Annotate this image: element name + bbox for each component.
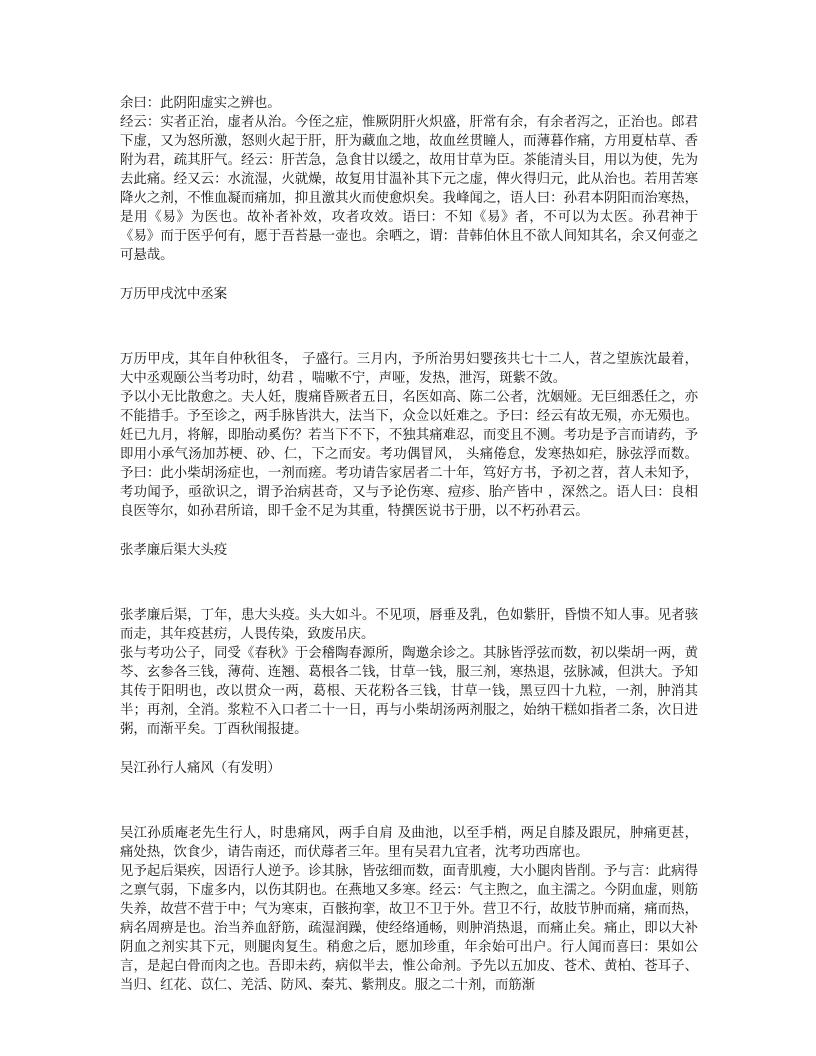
section-sun-paragraph-2: 见予起后渠疾，因语行人逆予。诊其脉，皆弦细而数，面青肌瘦，大小腿肉皆削。予与言：此病得之禀气弱，下虚多内，以伤其阴也。在燕地又多寒。经云：气主煦之，血主濡之。今阴血虚，则筋失养，故营不营于中；气为寒束，百骸拘挛，故卫不卫于外。营卫不行，故肢节肿而痛，痛而热，病名周痹是也。治当养血舒筋，疏湿润躁，使经络通畅，则肿消热退，而痛止矣。痛止，即以大补阴血之剂实其下元，则腿肉复生。稍愈之后，愿加珍重，年余始可出户。行人闻而喜曰：果如公言，是起白骨而肉之也。吾即未药，病似半去，惟公命剂。予先以五加皮、苍术、黄柏、苍耳子、当归、红花、苡仁、羌活、防风、秦艽、紫荆皮。服之二十剂，而筋渐 xyxy=(120,864,698,993)
section-title-shen: 万历甲戌沈中丞案 xyxy=(120,287,228,302)
section-title-zhang: 张孝廉后渠大头疫 xyxy=(120,543,228,558)
section-shen-paragraph-2: 予以小无比散愈之。夫人妊，腹痛昏厥者五日，名医如高、陈二公者，沈姻娅。无巨细悉任之，亦不能措手。予至诊之，两手脉皆洪大，法当下，众佥以妊难之。予曰：经云有故无殒，亦无殒也。妊已九月，将解，即胎动奚伤？若当下不下，不独其痛难忍，而变且不测。考功是予言而请药，予即用小承气汤加苏梗、砂、仁，下之而安。考功偶冒风， 头痛倦怠，发寒热如疟，脉弦浮而数。予曰：此小柴胡汤症也，一剂而瘥。考功请告家居者二十年，笃好方书，予初之苕，苕人未知予，考功闻予，亟欲识之，谓予治病甚奇，又与予论伤寒、痘疹、胎产皆中 ，深然之。语人曰：良相良医等尔，如孙君所谙，即千金不足为其重，特撰医说书于册，以不朽孙君云。 xyxy=(120,390,698,519)
section-zhang-paragraph-2: 张与考功公子，同受《春秋》于会稽陶春源所，陶邀余诊之。其脉皆浮弦而数，初以柴胡一两，黄芩、玄参各三钱，薄荷、连翘、葛根各二钱，甘草一钱，服三剂，寒热退，弦脉减，但洪大。予知其传于阳明也，改以贯众一两，葛根、天花粉各三钱，甘草一钱，黑豆四十九粒，一剂，肿消其半；再剂，全消。浆粒不入口者二十一日，再与小柴胡汤两剂服之，始纳干糕如指者二条，次日进粥，而渐平矣。丁酉秋闱报捷。 xyxy=(120,646,698,737)
intro-paragraph-1: 余曰：此阴阳虚实之辨也。 xyxy=(120,96,281,111)
document-page xyxy=(120,94,698,995)
section-title-sun: 吴江孙行人痛风（有发明） xyxy=(120,761,281,776)
intro-paragraph-2: 经云：实者正治，虚者从治。今侄之症，惟厥阴肝火炽盛，肝常有余，有余者泻之，正治也。郎君下虚，又为怒所激，怒则火起于肝，肝为藏血之地，故血丝贯瞳人，而薄暮作痛，方用夏枯草、香附为君，疏其肝气。经云：肝苦急，急食甘以缓之，故用甘草为臣。茶能清头目，用以为使，先为去此痛。经又云：水流湿，火就燥，故复用甘温补其下元之虚，俾火得归元，此从治也。若用苦寒降火之剂，不惟血凝而痛加，抑且激其火而使愈炽矣。我峰闻之，语人曰：孙君本阴阳而治寒热，是用《易》为医也。故补者补效，攻者攻效。语曰：不知《易》者，不可以为太医。孙君神于《易》而于医乎何有，愿于吾苔悬一壶也。余哂之，谓：昔韩伯休且不欲人间知其名，余又何壶之可悬哉。 xyxy=(120,115,698,263)
section-shen-paragraph-1: 万历甲戌，其年自仲秋徂冬， 子盛行。三月内，予所治男妇婴孩共七十二人，苕之望族沈最着，大中丞观颐公当考功时，幼君 ，喘嗽不宁，声哑，发热，泄泻，斑紫不敛。 xyxy=(120,352,698,386)
section-sun-paragraph-1: 吴江孙质庵老先生行人，时患痛风，两手自肩 及曲池，以至手梢，两足自膝及跟尻，肿痛更甚，痛处热，饮食少，请告南还，而伏蓐者三年。里有吴君九宜者，沈考功西席也。 xyxy=(120,826,698,860)
section-zhang-paragraph-1: 张孝廉后渠，丁年，患大头疫。头大如斗。不见项，唇垂及乳，色如紫肝，昏愦不知人事。见者骇而走，其年疫甚疠，人畏传染，致废吊庆。 xyxy=(120,608,698,642)
